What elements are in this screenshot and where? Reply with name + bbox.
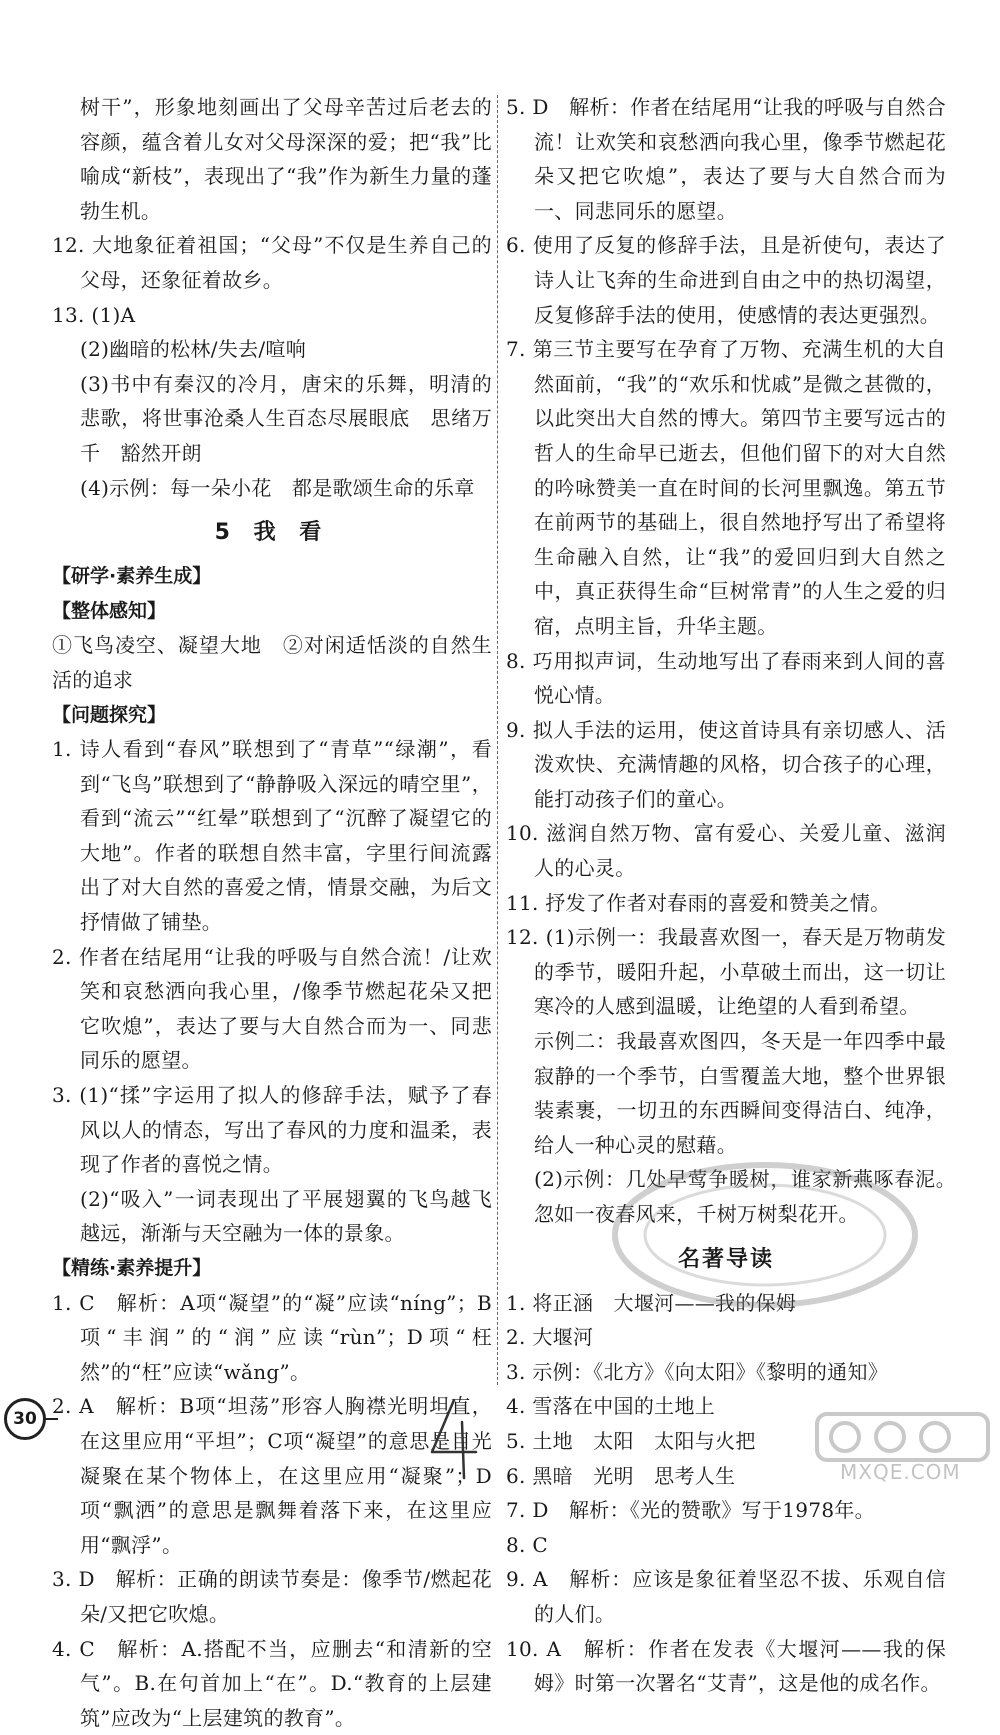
page-number-badge: 30 [4,1398,46,1440]
answer-13-2: (2)幽暗的松林/失去/喧响 [80,337,307,362]
heading-jinglian: 【精练·素养提升】 [52,1257,212,1279]
classic-answer-7: 7. D 解析：《光的赞歌》写于1978年。 [506,1498,875,1523]
handwritten-four-icon [424,1392,484,1482]
practice-answer-12-1: 12. (1)示例一：我最喜欢图一，春天是万物萌发的季节，暖阳升起，小草破土而出，这一切让寒冷的人感到温暖，让绝望的人看到希望。 [506,925,946,1019]
practice-answer-7: 7. 第三节主要写在孕育了万物、充满生机的大自然面前，“我”的“欢乐和忧戚”是微之甚微的，以此突出大自然的博大。第四节主要写远古的哲人的生命早已逝去，但他们留下的对大自然的吟咏赞美一直在时间的长河里飘逸。第五节在前两节的基础上，很自然地抒写出了希望将生命融入自然，让“我”的爱回归到大自然之中，真正获得生命“巨树常青”的人生之爱的归宿，点明主旨，升华主题。 [506,337,946,638]
heading-zhengti: 【整体感知】 [52,599,167,622]
classic-answer-2: 2. 大堰河 [506,1325,594,1350]
classic-answer-10: 10. A 解析：作者在发表《大堰河——我的保姆》时第一次署名“艾青”，这是他的成名作。 [506,1636,946,1696]
practice-answer-4: 4. C 解析：A.搭配不当，应删去“和清新的空气”。B.在句首加上“在”。D.“教育的上层建筑”应改为“上层建筑的教育”。 [52,1636,492,1730]
practice-answer-11: 11. 抒发了作者对春雨的喜爱和赞美之情。 [506,890,891,915]
section-title-mingzhu: 名著导读 [677,1246,774,1272]
practice-answer-1: 1. C 解析：A项“凝望”的“凝”应读“níng”；B项“丰润”的“润”应读“rùn”；D项“枉然”的“枉”应读“wǎng”。 [52,1290,492,1384]
classic-answer-8: 8. C [506,1532,548,1557]
practice-answer-5: 5. D 解析：作者在结尾用“让我的呼吸与自然合流！让欢笑和哀愁洒向我心里，像季节燃起花朵又把它吹熄”，表达了要与大自然合而为一、同悲同乐的愿望。 [506,95,946,223]
practice-answer-6: 6. 使用了反复的修辞手法，且是祈使句，表达了诗人让飞奔的生命进到自由之中的热切渴望，反复修辞手法的使用，使感情的表达更强烈。 [506,233,946,327]
classic-answer-6: 6. 黑暗 光明 思考人生 [506,1463,736,1488]
answer-13-4: (4)示例：每一朵小花 都是歌颂生命的乐章 [80,475,475,500]
practice-answer-9: 9. 拟人手法的运用，使这首诗具有亲切感人、活泼欢快、充满情趣的风格，切合孩子的心理，能打动孩子们的童心。 [506,717,946,811]
practice-answer-10: 10. 滋润自然万物、富有爱心、关爱儿童、滋润人的心灵。 [506,821,946,881]
practice-answer-12-example2: 示例二：我最喜欢图四，冬天是一年四季中最寂静的一个季节，白雪覆盖大地，整个世界银装素裹，一切丑的东西瞬间变得洁白、纯净，给人一种心灵的慰藉。 [534,1029,946,1157]
answer-11-continued: 树干”，形象地刻画出了父母辛苦过后老去的容颜，蕴含着儿女对父母深深的爱；把“我”比喻成“新枝”，表现出了“我”作为新生力量的蓬勃生机。 [80,95,492,223]
column-divider [497,95,498,1385]
inquiry-answer-3-1: 3. (1)“揉”字运用了拟人的修辞手法，赋予了春风以人的情态，写出了春风的力度和温柔，表现了作者的喜悦之情。 [52,1083,492,1177]
classic-answer-4: 4. 雪落在中国的土地上 [506,1394,716,1419]
right-column [506,90,967,1701]
classic-answer-5: 5. 土地 太阳 太阳与火把 [506,1428,756,1453]
inquiry-answer-1: 1. 诗人看到“春风”联想到了“青草”“绿潮”，看到“飞鸟”联想到了“静静吸入深远的晴空里”，看到“流云”“红晕”联想到了“沉醉了凝望它的大地”。作者的联想自然丰富，字里行间流露出了对大自然的喜爱之情，情景交融，为后文抒情做了铺垫。 [52,737,492,935]
classic-answer-1: 1. 将正涵 大堰河——我的保姆 [506,1290,797,1315]
inquiry-answer-3-2: (2)“吸入”一词表现出了平展翅翼的飞鸟越飞越远，渐渐与天空融为一体的景象。 [80,1186,492,1246]
left-column [52,90,492,1735]
classic-answer-3: 3. 示例：《北方》《向太阳》《黎明的通知》 [506,1359,889,1384]
watermark-site-text: MXQE.COM [840,1460,961,1484]
section-title-wo-kan: 5 我 看 [214,520,330,546]
practice-answer-2: 2. A 解析：B项“坦荡”形容人胸襟光明坦直，在这里应用“平坦”；C项“凝望”的意思是目光凝聚在某个物体上，在这里应用“凝聚”；D项“飘洒”的意思是飘舞着落下来，在这里应用“飘浮”。 [52,1394,492,1557]
answer-13-3: (3)书中有秦汉的冷月，唐宋的乐舞，明清的悲歌，将世事沧桑人生百态尽展眼底 思绪万千 豁然开朗 [80,371,492,465]
inquiry-answer-2: 2. 作者在结尾用“让我的呼吸与自然合流！/让欢笑和哀愁洒向我心里，/像季节燃起花朵又把它吹熄”，表达了要与大自然合而为一、同悲同乐的愿望。 [52,944,492,1073]
answer-13-1: 13. (1)A [52,302,136,327]
classic-answer-9: 9. A 解析：应该是象征着坚忍不拔、乐观自信的人们。 [506,1567,946,1626]
answer-12: 12. 大地象征着祖国；“父母”不仅是生养自己的父母，还象征着故乡。 [52,233,492,292]
practice-answer-3: 3. D 解析：正确的朗读节奏是：像季节/燃起花朵/又把它吹熄。 [52,1567,492,1626]
heading-yanxue: 【研学·素养生成】 [52,565,212,588]
practice-answer-12-2: (2)示例：几处早莺争暖树，谁家新燕啄春泥。 忽如一夜春风来，千树万树梨花开。 [534,1167,967,1226]
overall-perception-answer: ①飞鸟凌空、凝望大地 ②对闲适恬淡的自然生活的追求 [52,633,492,692]
heading-wenti: 【问题探究】 [52,703,167,726]
page-number-rule [44,1418,58,1420]
practice-answer-8: 8. 巧用拟声词，生动地写出了春雨来到人间的喜悦心情。 [506,648,946,708]
